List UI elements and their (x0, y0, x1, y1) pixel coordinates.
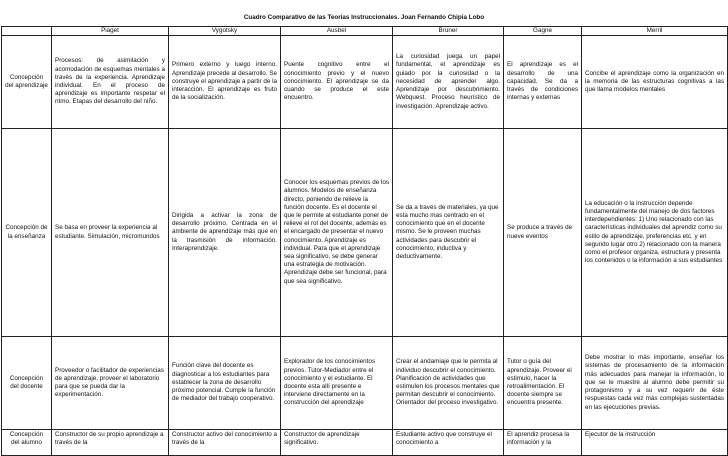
cell-bruner-alumno: Estudiante activo que construye el conocimiento a (393, 430, 504, 456)
cell-merril-docente: Debe mostrar lo más importante, enseñar los sistemas de procesamiento de la información más adecuados para manejar la información, lo que se le muestre al alumno debe permitir su protagonismo y a su vez requerir de éste respuestas cada vez más complejas sustentadas en las ejecuciones previas. (582, 337, 728, 430)
header-corner (2, 27, 52, 36)
row-header-docente: Concepción del docente (2, 337, 52, 430)
table-row-docente (2, 337, 728, 430)
cell-bruner-docente: Crear el andamiaje que le permita al individuo descubrir el conocimiento. Planificación de actividades que estimulen los procesos mentales que permitan descubrir el conocimiento. Orientador del proceso investigativo. (393, 337, 504, 430)
cell-gagne-ensenanza: Se produce a través de nueve eventos (504, 129, 582, 337)
cell-ausbel-docente: Explorador de los conocimientos previos. Tutor-Mediador entre el conocimiento y el estudiante. El docente esta allí presente e interviene directamente en la construcción del aprendizaje (281, 337, 393, 430)
document-title: Cuadro Comparativo de las Teorías Instruccionales. Joan Fernando Chipia Lobo (243, 14, 485, 21)
cell-piaget-alumno: Constructor de su propio aprendizaje a través de la (52, 430, 169, 456)
header-row (2, 27, 728, 36)
table-row-aprendizaje (2, 36, 728, 129)
row-header-ensenanza: Concepción de la enseñanza (2, 129, 52, 337)
column-header-bruner: Bruner (393, 27, 504, 36)
cell-bruner-aprendizaje: La curiosidad juega un papel fundamental, el aprendizaje es guiado por la curiosidad o la necesidad de aprender algo. Aprendizaje por descubrimiento. Webquest. Proceso heurístico de investigación. Aprendizaje activo. (393, 36, 504, 129)
table-row-ensenanza (2, 129, 728, 337)
column-header-vygotsky: Vygotsky (169, 27, 281, 36)
cell-bruner-ensenanza: Se da a través de materiales, ya que esta mucho mas centrado en el conocimiento que en el docente mismo. Se le proveen muchas actividades para descubrir el conocimiento, inductiva y deductivamente. (393, 129, 504, 337)
row-header-aprendizaje: Concepción del aprendizaje (2, 36, 52, 129)
cell-piaget-docente: Proveedor o facilitador de experiencias de aprendizaje, proveer el laboratorio para que se pueda dar la experimentación. (52, 337, 169, 430)
cell-gagne-alumno: El aprendiz procesa la información y la (504, 430, 582, 456)
cell-piaget-ensenanza: Se basa en proveer la experiencia al estudiante. Simulación, micromundos (52, 129, 169, 337)
cell-gagne-aprendizaje: El aprendizaje es el desarrollo de una capacidad. Se da a través de condiciones internas y externas (504, 36, 582, 129)
row-header-alumno: Concepción del alumno (2, 430, 52, 456)
cell-ausbel-alumno: Constructor de aprendizaje significativo. (281, 430, 393, 456)
cell-merril-aprendizaje: Concibe el aprendizaje como la organización en la memoria de las estructuras cognitivas a las que llama modelos mentales (582, 36, 728, 129)
cell-merril-alumno: Ejecutor de la instrucción (582, 430, 728, 456)
cell-merril-ensenanza: La educación o la instrucción depende fundamentalmente del manejo de dos factores interdependientes: 1) Uno relacionado con las características individuales del aprendiz como su estilo de aprendizaje, preferencias etc. y en segundo lugar otro 2) relacionado con la manera como el profesor organiza, estructura y presenta los contenidos o la información a sus estudiantes (582, 129, 728, 337)
cell-gagne-docente: Tutor o guía del aprendizaje. Proveer el estimulo, hacer la retroalimentación. El docente siempre se encuentra presente. (504, 337, 582, 430)
table-row-alumno (2, 430, 728, 456)
column-header-merril: Merril (582, 27, 728, 36)
cell-vygotsky-ensenanza: Dirigida a activar la zona de desarrollo próximo. Centrada en el ambiente de aprendizaje más que en la trasmisión de información. Interaprendizaje. (169, 129, 281, 337)
column-header-gagne: Gagne (504, 27, 582, 36)
cell-ausbel-ensenanza: Conocer los esquemas previos de los alumnos. Modelos de enseñanza directo, poniendo de relieve la función docente. Es el docente el que le permite al estudiante poner de relieve el rol del docente, además es el encargado de presentar el nuevo conocimiento. Aprendizaje es individual. Para que el aprendizaje sea significativo, se debe generar una estrategia de motivación. Aprendizaje debe ser funcional, para que sea significativo. (281, 129, 393, 337)
column-header-ausbel: Ausbel (281, 27, 393, 36)
column-header-piaget: Piaget (52, 27, 169, 36)
cell-vygotsky-alumno: Constructor activo del conocimiento a través de la (169, 430, 281, 456)
cell-vygotsky-docente: Función clave del docente es diagnosticar a los estudiantes para establecer la zona de desarrollo próximo potencial. Cumple la función de mediador del trabajo cooperativo. (169, 337, 281, 430)
comparison-table (1, 26, 728, 456)
cell-vygotsky-aprendizaje: Primero externo y luego interno. Aprendizaje precede al desarrollo. Se construye el aprendizaje a partir de la interacción. El aprendizaje es fruto de la socialización. (169, 36, 281, 129)
cell-ausbel-aprendizaje: Puente cognitivo entre el conocimiento previo y el nuevo conocimiento. El aprendizaje se da cuando se produce el este encuentro. (281, 36, 393, 129)
cell-piaget-aprendizaje: Procesos: de asimilación y acomodación de esquemas mentales a través de la experiencia. Aprendizaje individual. En el proceso de aprendizaje es importante respetar el ritmo. Etapas del desarrollo del niño. (52, 36, 169, 129)
